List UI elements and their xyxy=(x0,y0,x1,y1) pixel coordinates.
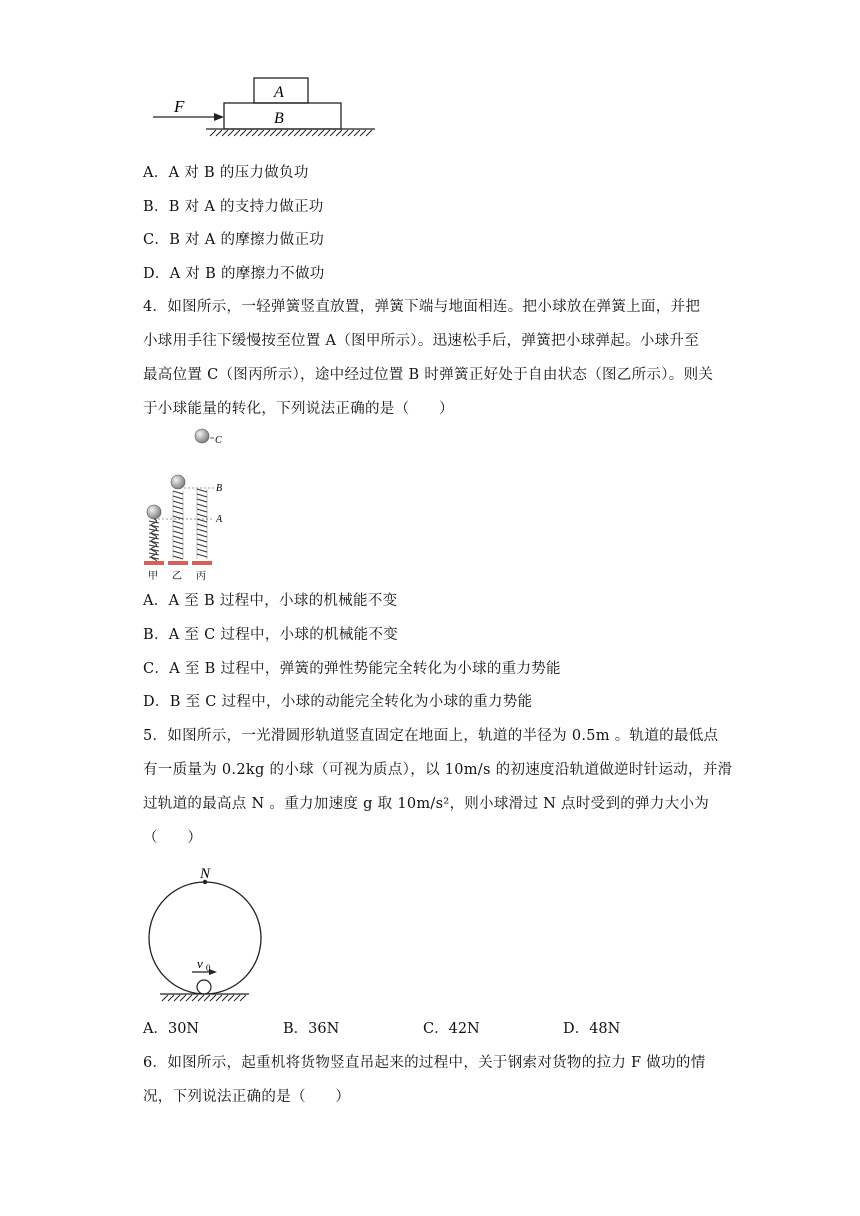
force-label: F xyxy=(174,97,185,116)
q5-stem-line-2: 有一质量为 0.2kg 的小球（可视为质点），以 10m/s 的初速度沿轨道做逆时针运动，并滑 xyxy=(143,762,733,778)
q4-stem-line-4: 于小球能量的转化，下列说法正确的是（ ） xyxy=(143,401,454,417)
label-v0: v xyxy=(197,956,203,971)
q3-option-b: B．B 对 A 的支持力做正功 xyxy=(143,199,324,215)
q3-option-c: C．B 对 A 的摩擦力做正功 xyxy=(143,232,325,248)
q4-stem-line-1: 4．如图所示，一轻弹簧竖直放置，弹簧下端与地面相连。把小球放在弹簧上面，并把 xyxy=(143,299,701,315)
label-b: B xyxy=(216,483,223,494)
block-a-label: A xyxy=(274,84,284,101)
q5-option-d: D．48N xyxy=(563,1021,621,1037)
q5-option-a: A．30N xyxy=(143,1021,200,1037)
label-yi: 乙 xyxy=(172,571,182,582)
q5-stem-line-3: 过轨道的最高点 N 。重力加速度 g 取 10m/s²，则小球滑过 N 点时受到的弹力大小为 xyxy=(143,796,710,812)
q6-stem-line-1: 6．如图所示，起重机将货物竖直吊起来的过程中，关于钢索对货物的拉力 F 做功的情 xyxy=(143,1055,706,1071)
q4-option-a: A．A 至 B 过程中，小球的机械能不变 xyxy=(143,593,398,609)
q3-option-d: D．A 对 B 的摩擦力不做功 xyxy=(143,266,325,282)
q6-stem-line-2: 况，下列说法正确的是（ ） xyxy=(143,1089,351,1105)
block-b-label: B xyxy=(274,110,284,127)
label-v0-sub: 0 xyxy=(206,963,211,973)
label-jia: 甲 xyxy=(148,571,158,582)
label-n: N xyxy=(200,866,211,882)
q5-stem-line-4: （ ） xyxy=(143,830,203,846)
springs-figure xyxy=(140,422,250,584)
q5-options xyxy=(143,1019,703,1039)
q5-option-b: B．36N xyxy=(283,1021,340,1037)
q5-option-c: C．42N xyxy=(423,1021,480,1037)
q5-stem-line-1: 5．如图所示，一光滑圆形轨道竖直固定在地面上，轨道的半径为 0.5m 。轨道的最低点 xyxy=(143,728,719,744)
q3-option-a: A．A 对 B 的压力做负功 xyxy=(143,165,309,181)
q4-option-d: D．B 至 C 过程中，小球的动能完全转化为小球的重力势能 xyxy=(143,694,533,710)
label-c: C xyxy=(215,435,222,446)
label-bing: 丙 xyxy=(196,571,206,582)
circular-track-figure xyxy=(145,862,280,1004)
label-a: A xyxy=(216,514,223,525)
q4-stem-line-2: 小球用手往下缓慢按至位置 A（图甲所示）。迅速松手后，弹簧把小球弹起。小球升至 xyxy=(143,333,700,349)
q4-option-c: C．A 至 B 过程中，弹簧的弹性势能完全转化为小球的重力势能 xyxy=(143,661,561,677)
q4-stem-line-3: 最高位置 C（图丙所示），途中经过位置 B 时弹簧正好处于自由状态（图乙所示）。则关 xyxy=(143,367,714,383)
blocks-figure xyxy=(150,74,380,140)
q4-option-b: B．A 至 C 过程中，小球的机械能不变 xyxy=(143,627,399,643)
